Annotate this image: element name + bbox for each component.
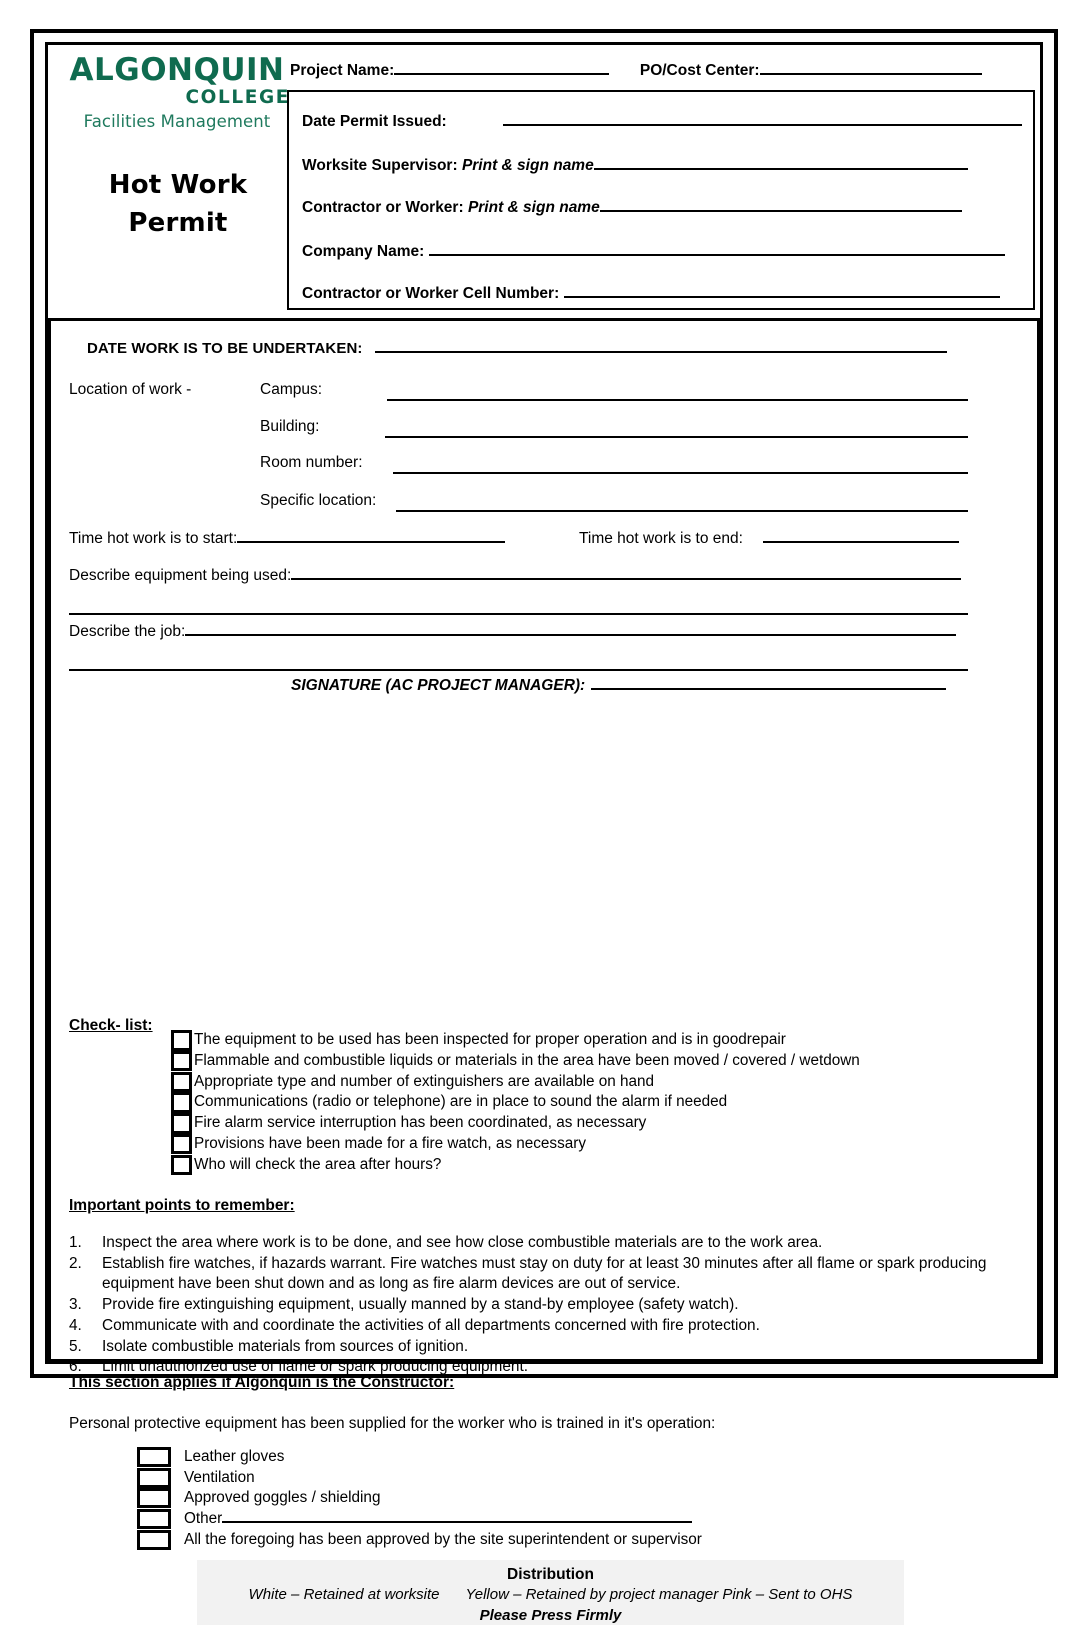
specific-location-input[interactable] [396, 510, 968, 512]
checklist-row[interactable] [171, 1072, 860, 1093]
company-name-row [302, 241, 1005, 261]
describe-equipment-input[interactable] [291, 566, 961, 580]
ppe-row[interactable] [137, 1529, 702, 1550]
building-input[interactable] [385, 436, 968, 438]
contractor-worker-input[interactable] [600, 197, 962, 212]
page-title-line2: Permit [128, 207, 228, 238]
list-item-number: 2. [69, 1254, 82, 1272]
time-end-label: Time hot work is to end: [579, 530, 743, 547]
contractor-cell-label: Contractor or Worker Cell Number: [302, 285, 560, 302]
date-permit-issued-row [302, 111, 1022, 131]
algonquin-college-logo [62, 52, 292, 136]
important-points-heading: Important points to remember: [69, 1197, 295, 1214]
room-number-label: Room number: [260, 454, 363, 471]
project-name-label: Project Name: [290, 62, 395, 79]
specific-location-label: Specific location: [260, 492, 377, 509]
distribution-title: Distribution [507, 1566, 594, 1583]
time-start-label: Time hot work is to start: [69, 530, 238, 547]
ppe-row[interactable] [137, 1488, 702, 1509]
list-item [69, 1233, 1019, 1254]
checklist-item-label: Who will check the area after hours? [194, 1155, 442, 1173]
checkbox-icon[interactable] [137, 1488, 171, 1508]
checklist-item-label: Communications (radio or telephone) are in place to sound the alarm if needed [194, 1093, 728, 1111]
describe-equipment-label: Describe equipment being used: [69, 567, 292, 584]
distribution-footer [197, 1560, 904, 1625]
describe-job-input-line2[interactable] [69, 669, 968, 671]
logo-department-text: Facilities Management [83, 112, 271, 132]
checkbox-icon[interactable] [171, 1134, 192, 1155]
logo-wordmark: ALGONQUIN [69, 52, 285, 88]
checklist-row[interactable] [171, 1051, 860, 1072]
list-item-number: 1. [69, 1234, 82, 1251]
checklist-row[interactable] [171, 1092, 860, 1113]
distribution-press-note: Please Press Firmly [479, 1607, 622, 1624]
date-permit-issued-label: Date Permit Issued: [302, 113, 447, 130]
checkbox-icon[interactable] [137, 1468, 171, 1488]
describe-job-row [69, 622, 956, 641]
checkbox-icon[interactable] [171, 1051, 192, 1072]
ppe-item-label: Other [184, 1510, 223, 1528]
checkbox-icon[interactable] [171, 1113, 192, 1134]
ppe-item-label: Approved goggles / shielding [184, 1489, 381, 1507]
worksite-supervisor-hint: Print & sign name [461, 157, 594, 174]
checklist-item-label: Fire alarm service interruption has been coordinated, as necessary [194, 1114, 647, 1132]
checklist-row[interactable] [171, 1113, 860, 1134]
top-field-row [290, 58, 1035, 80]
checklist-heading: Check- list: [69, 1017, 153, 1034]
ppe-intro-text: Personal protective equipment has been supplied for the worker who is trained in it's operation: [69, 1415, 716, 1432]
project-name-input[interactable] [394, 58, 609, 75]
list-item [69, 1254, 1019, 1295]
list-item-number: 5. [69, 1337, 82, 1355]
logo-college-text: COLLEGE [185, 87, 290, 108]
ppe-row[interactable] [137, 1509, 702, 1530]
describe-job-input[interactable] [185, 622, 956, 636]
po-cost-center-label: PO/Cost Center: [639, 62, 760, 79]
company-name-label: Company Name: [302, 243, 425, 260]
header-region [48, 45, 1040, 317]
checklist-item-label: Flammable and combustible liquids or materials in the area have been moved / covered / wetdown [194, 1051, 860, 1069]
contractor-worker-row [302, 197, 962, 217]
list-item [69, 1295, 1019, 1316]
list-item-text: Provide fire extinguishing equipment, usually manned by a stand-by employee (safety watch). [102, 1296, 739, 1314]
worksite-supervisor-row [302, 155, 968, 175]
room-number-input[interactable] [393, 472, 968, 474]
room-number-row [260, 454, 363, 472]
checklist [171, 1030, 860, 1176]
signature-row [291, 676, 946, 695]
checkbox-icon[interactable] [171, 1155, 192, 1176]
contractor-worker-label: Contractor or Worker: [302, 199, 464, 216]
time-end-row [579, 529, 959, 548]
checklist-row[interactable] [171, 1155, 860, 1176]
time-end-input[interactable] [763, 529, 959, 543]
checklist-row[interactable] [171, 1134, 860, 1155]
distribution-copies [197, 1584, 904, 1605]
list-item-number: 3. [69, 1296, 82, 1314]
checklist-item-label: The equipment to be used has been inspected for proper operation and is in goodrepair [194, 1031, 786, 1048]
worksite-supervisor-label: Worksite Supervisor: [302, 157, 458, 174]
campus-input[interactable] [387, 399, 968, 401]
time-start-input[interactable] [237, 529, 505, 543]
date-undertaken-input[interactable] [375, 339, 947, 353]
checkbox-icon[interactable] [137, 1509, 171, 1529]
describe-equipment-input-line2[interactable] [69, 613, 968, 615]
list-item-text: Inspect the area where work is to be done, and see how close combustible materials are to the work area. [102, 1234, 823, 1251]
campus-row [260, 381, 322, 399]
campus-label: Campus: [260, 381, 323, 398]
ppe-row[interactable] [137, 1468, 702, 1489]
date-undertaken-row [87, 339, 947, 357]
building-row [260, 418, 319, 436]
list-item [69, 1316, 1019, 1337]
page-title-line1: Hot Work [108, 170, 248, 200]
time-start-row [69, 529, 505, 548]
list-item-number: 6. [69, 1358, 82, 1376]
describe-equipment-row [69, 566, 961, 585]
checklist-item-label: Provisions have been made for a fire watch, as necessary [194, 1134, 586, 1152]
list-item-text: Limit unauthorized use of flame or spark producing equipment. [102, 1358, 529, 1376]
ppe-other-input[interactable] [222, 1510, 692, 1523]
describe-job-label: Describe the job: [69, 623, 186, 640]
location-of-work-label: Location of work - [69, 381, 192, 398]
ppe-other-row [171, 1509, 692, 1529]
ppe-checklist [137, 1447, 702, 1550]
ppe-item-label: Leather gloves [184, 1448, 285, 1466]
checkbox-icon[interactable] [137, 1530, 171, 1550]
list-item [69, 1337, 1019, 1358]
list-item-text: Communicate with and coordinate the activities of all departments concerned with fire protection. [102, 1316, 760, 1334]
ppe-item-label: All the foregoing has been approved by the site superintendent or supervisor [184, 1530, 702, 1548]
checkbox-icon[interactable] [137, 1447, 171, 1467]
po-cost-center-input[interactable] [760, 58, 982, 75]
contact-details-box [287, 90, 1035, 310]
contractor-cell-row [302, 283, 1000, 303]
checkbox-icon[interactable] [171, 1092, 192, 1113]
ppe-row[interactable] [137, 1447, 702, 1468]
contractor-worker-hint: Print & sign name [467, 199, 600, 216]
worksite-supervisor-input[interactable] [594, 155, 968, 170]
main-form-box [48, 318, 1040, 1624]
signature-label: SIGNATURE (AC PROJECT MANAGER): [291, 677, 586, 694]
ppe-item-label: Ventilation [184, 1468, 255, 1486]
checkbox-icon[interactable] [171, 1072, 192, 1093]
list-item-number: 4. [69, 1316, 82, 1334]
building-label: Building: [260, 418, 320, 435]
distribution-yellow-pink: Yellow – Retained by project manager Pink – Sent to OHS [465, 1586, 853, 1603]
list-item-text: Isolate combustible materials from sources of ignition. [102, 1337, 469, 1355]
distribution-white: White – Retained at worksite [248, 1586, 440, 1603]
contractor-cell-input[interactable] [564, 283, 1000, 298]
constructor-section-heading: This section applies if Algonquin is the Constructor: [69, 1374, 455, 1391]
checklist-row[interactable] [171, 1030, 860, 1051]
checklist-item-label: Appropriate type and number of extinguishers are available on hand [194, 1072, 655, 1090]
page-title [62, 167, 294, 242]
list-item-text: Establish fire watches, if hazards warrant. Fire watches must stay on duty for at least 30 minutes after all flame or spark producing equipment have been shut down and as long as fire alarm devices are out of service. [102, 1254, 987, 1293]
important-points-list [69, 1233, 1019, 1378]
company-name-input[interactable] [429, 241, 1005, 256]
checkbox-icon[interactable] [171, 1030, 192, 1051]
date-undertaken-label: DATE WORK IS TO BE UNDERTAKEN: [87, 340, 363, 357]
date-permit-issued-input[interactable] [503, 111, 1022, 126]
specific-location-row [260, 492, 376, 510]
signature-input[interactable] [591, 676, 946, 690]
